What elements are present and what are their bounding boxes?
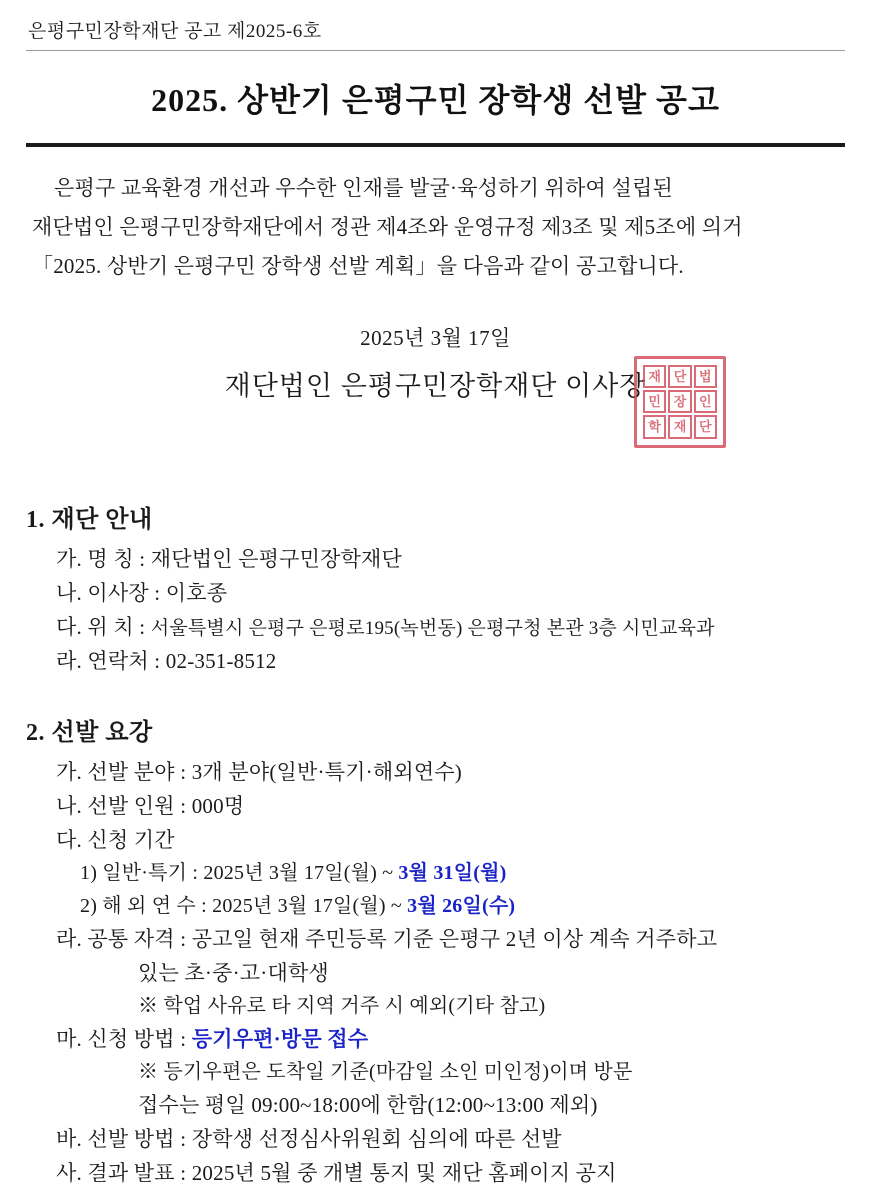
- seal-grid: [643, 365, 717, 439]
- section-2-heading: 선발 요강: [51, 720, 153, 747]
- item-value: 공고일 현재 주민등록 기준 은평구 2년 이상 계속 거주하고: [191, 927, 718, 952]
- item-label: 다.: [56, 828, 82, 853]
- item-value: 02-351-8512: [165, 649, 277, 674]
- item-value: 2025년 5월 중 개별 통지 및 재단 홈페이지 공지: [191, 1161, 617, 1186]
- subitem-key: 일반·특기: [102, 862, 188, 885]
- item-key: 공통 자격: [87, 927, 175, 952]
- intro-line-2: 재단법인 은평구민장학재단에서 정관 제4조와 운영규정 제3조 및 제5조에 의거: [32, 214, 743, 239]
- title-divider: [26, 143, 845, 147]
- item-label: 가.: [56, 546, 82, 571]
- item-key: 위 치: [87, 614, 134, 639]
- item-label: 다.: [56, 614, 82, 639]
- qualification-continuation: 있는 초·중·고·대학생: [138, 961, 329, 986]
- signature-date: 2025년 3월 17일: [360, 325, 511, 350]
- list-item: 가. 선발 분야 : 3개 분야(일반·특기·해외연수): [26, 755, 845, 789]
- item-label: 가.: [56, 760, 82, 785]
- subitem-key: 해 외 연 수: [102, 894, 196, 917]
- section-1-number: 1.: [26, 506, 45, 533]
- intro-line-3: 「2025. 상반기 은평구민 장학생 선발 계획」을 다음과 같이 공고합니다.: [32, 253, 684, 278]
- official-seal-icon: [634, 356, 726, 448]
- seal-char: 학: [643, 415, 666, 438]
- item-value: 이호종: [165, 580, 228, 605]
- item-key: 신청 기간: [87, 828, 175, 853]
- item-key: 신청 방법: [87, 1027, 175, 1052]
- seal-char: 재: [643, 365, 666, 388]
- seal-char: 장: [668, 390, 691, 413]
- subitem-deadline: 3월 26일(수): [407, 894, 516, 917]
- section-1-heading: 재단 안내: [51, 506, 153, 533]
- list-item: 마. 신청 방법 : 등기우편·방문 접수: [26, 1022, 845, 1056]
- seal-char: 인: [694, 390, 717, 413]
- list-item: 가. 명 칭 : 재단법인 은평구민장학재단: [26, 542, 845, 576]
- list-item: 라. 공통 자격 : 공고일 현재 주민등록 기준 은평구 2년 이상 계속 거주하고: [26, 922, 845, 956]
- item-key: 연락처: [87, 649, 149, 674]
- section-1-title: [26, 499, 845, 534]
- list-item: 다. 위 치 : 서울특별시 은평구 은평로195(녹번동) 은평구청 본관 3층 시민교육과: [26, 610, 845, 645]
- apply-note-line-1: ※ 등기우편은 도착일 기준(마감일 소인 미인정)이며 방문: [138, 1061, 633, 1084]
- item-label: 마.: [56, 1027, 82, 1052]
- item-value: 서울특별시 은평구 은평로195(녹번동) 은평구청 본관 3층 시민교육과: [150, 617, 715, 639]
- item-label: 사.: [56, 1161, 82, 1186]
- subitem-number: 2): [80, 894, 98, 917]
- intro-paragraph: [26, 169, 845, 286]
- list-item: 라. 연락처 : 02-351-8512: [26, 644, 845, 678]
- intro-line-1-text: 은평구 교육환경 개선과 우수한 인재를 발굴·육성하기 위하여 설립된: [54, 176, 673, 200]
- seal-char: 법: [694, 365, 717, 388]
- item-label: 바.: [56, 1127, 82, 1152]
- item-label: 라.: [56, 927, 82, 952]
- item-label: 나.: [56, 580, 82, 605]
- list-item: 나. 이사장 : 이호종: [26, 576, 845, 610]
- section-2-number: 2.: [26, 720, 45, 747]
- seal-char: 단: [694, 415, 717, 438]
- subitem-value: 2025년 3월 17일(월) ~: [203, 862, 399, 885]
- list-item: [26, 823, 845, 857]
- list-item: 2) 해 외 연 수 : 2025년 3월 17일(월) ~ 3월 26일(수): [80, 894, 516, 917]
- seal-char: 민: [643, 390, 666, 413]
- list-item: 바. 선발 방법 : 장학생 선정심사위원회 심의에 따른 선발: [26, 1122, 845, 1156]
- list-item: 1) 일반·특기 : 2025년 3월 17일(월) ~ 3월 31일(월): [80, 862, 507, 885]
- document-number: 은평구민장학재단 공고 제2025-6호: [28, 21, 322, 42]
- item-value: 등기우편·방문 접수: [191, 1027, 369, 1052]
- intro-line-1: [32, 169, 839, 208]
- section-selection-guidelines: [26, 712, 845, 1190]
- section-foundation-info: [26, 499, 845, 679]
- seal-char: 재: [668, 415, 691, 438]
- item-key: 선발 분야: [87, 760, 175, 785]
- signature-block: [26, 364, 845, 435]
- item-value: 000명: [191, 794, 245, 819]
- item-key: 선발 방법: [87, 1127, 175, 1152]
- list-item: 나. 선발 인원 : 000명: [26, 789, 845, 823]
- signature-organization: 재단법인 은평구민장학재단 이사장: [224, 370, 647, 401]
- list-item: 사. 결과 발표 : 2025년 5월 중 개별 통지 및 재단 홈페이지 공지: [26, 1156, 845, 1190]
- item-key: 선발 인원: [87, 794, 175, 819]
- subitem-deadline: 3월 31일(월): [398, 862, 507, 885]
- section-2-title: [26, 712, 845, 747]
- item-value: 3개 분야(일반·특기·해외연수): [191, 760, 463, 785]
- item-label: 라.: [56, 649, 82, 674]
- subitem-number: 1): [80, 862, 98, 885]
- item-key: 명 칭: [87, 546, 134, 571]
- seal-char: 단: [668, 365, 691, 388]
- qualification-note: ※ 학업 사유로 타 지역 거주 시 예외(기타 참고): [138, 995, 546, 1018]
- item-key: 이사장: [87, 580, 149, 605]
- item-value: 장학생 선정심사위원회 심의에 따른 선발: [191, 1127, 562, 1152]
- item-key: 결과 발표: [87, 1161, 175, 1186]
- item-value: 재단법인 은평구민장학재단: [150, 546, 403, 571]
- subitem-value: 2025년 3월 17일(월) ~: [212, 894, 408, 917]
- apply-note-line-2: 접수는 평일 09:00~18:00에 한함(12:00~13:00 제외): [138, 1093, 598, 1118]
- item-label: 나.: [56, 794, 82, 819]
- page-title: 2025. 상반기 은평구민 장학생 선발 공고: [151, 82, 720, 118]
